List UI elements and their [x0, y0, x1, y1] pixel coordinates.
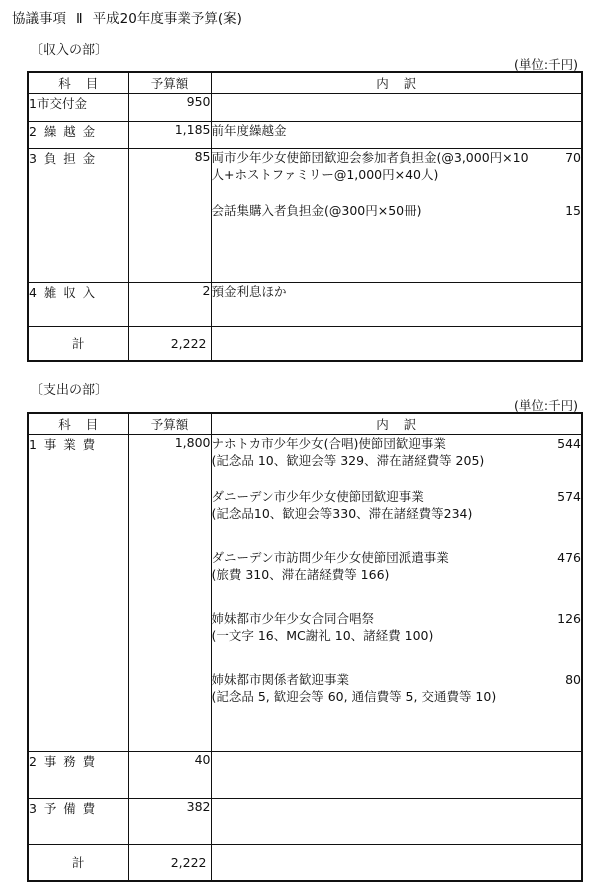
expense-detail-2 — [211, 752, 582, 799]
income-total-amount: 2,222 — [128, 327, 211, 361]
detail-name: ナホトカ市少年少女(合唱)使節団歓迎事業 — [211, 436, 446, 451]
detail-name: 姉妹都市少年少女合同合唱祭 — [211, 611, 375, 626]
detail-value: 476 — [557, 550, 581, 565]
expense-budget-1: 1,800 — [128, 435, 211, 752]
title-numeral: Ⅱ — [76, 11, 83, 27]
income-unit: (単位:千円) — [514, 57, 578, 72]
detail-value: 70 — [565, 150, 581, 165]
detail-name: ダニーデン市訪問少年少女使節団派遣事業 — [211, 550, 449, 565]
expense-header-budget: 予算額 — [128, 413, 211, 435]
income-subject-4: 4雑収入 — [28, 283, 128, 327]
expense-total-amount: 2,222 — [128, 845, 211, 881]
income-detail-1 — [211, 94, 582, 122]
income-header-subject: 科目 — [28, 72, 128, 94]
title-text: 平成20年度事業予算(案) — [92, 11, 242, 27]
income-budget-1: 950 — [128, 94, 211, 122]
expense-detail-1 — [211, 435, 582, 752]
income-detail-4 — [211, 283, 582, 327]
detail-value: 126 — [557, 611, 581, 626]
detail-sub: (旅費 310、滞在諸経費等 166) — [211, 567, 390, 582]
income-subject-2: 2繰越金 — [28, 122, 128, 149]
income-header-budget: 予算額 — [128, 72, 211, 94]
detail-value: 574 — [557, 489, 581, 504]
expense-subject-1: 1事業費 — [28, 435, 128, 752]
expense-budget-3: 382 — [128, 799, 211, 845]
income-header-row — [28, 72, 582, 94]
income-total-label: 計 — [28, 327, 128, 361]
income-budget-4: 2 — [128, 283, 211, 327]
detail-name: ダニーデン市少年少女使節団歓迎事業 — [211, 489, 424, 504]
income-budget-3: 85 — [128, 149, 211, 283]
income-header-detail: 内訳 — [211, 72, 582, 94]
detail-value: 544 — [557, 436, 581, 451]
detail-sub: (記念品 10、歓迎会等 329、滞在諸経費等 205) — [211, 453, 485, 468]
expense-subject-2: 2事務費 — [28, 752, 128, 799]
detail-sub: (記念品10、歓迎会等330、滞在諸経費等234) — [211, 506, 473, 521]
income-total-detail — [211, 327, 582, 361]
detail-name: 前年度繰越金 — [211, 123, 287, 138]
detail-name: 姉妹都市関係者歓迎事業 — [211, 672, 350, 687]
table-row — [28, 122, 582, 149]
income-subject-3: 3負担金 — [28, 149, 128, 283]
detail-name: 両市少年少女使節団歓迎会参加者負担金(@3,000円×10人+ホストファミリー@1,000円×40人) — [211, 150, 529, 182]
income-table — [27, 71, 583, 362]
table-row — [28, 435, 582, 752]
income-detail-2 — [211, 122, 582, 149]
expense-table — [27, 412, 583, 882]
table-row — [28, 799, 582, 845]
table-row — [28, 283, 582, 327]
income-heading: 〔収入の部〕 — [30, 43, 109, 58]
detail-value: 15 — [565, 203, 581, 218]
income-detail-3 — [211, 149, 582, 283]
expense-detail-3 — [211, 799, 582, 845]
table-row — [28, 752, 582, 799]
table-row — [28, 94, 582, 122]
expense-unit: (単位:千円) — [514, 398, 578, 413]
detail-sub: (一文字 16、MC謝礼 10、諸経費 100) — [211, 628, 434, 643]
expense-total-detail — [211, 845, 582, 881]
table-row — [28, 149, 582, 283]
expense-total-row — [28, 845, 582, 881]
detail-name: 預金利息ほか — [211, 284, 287, 299]
expense-subject-3: 3予備費 — [28, 799, 128, 845]
expense-header-row — [28, 413, 582, 435]
expense-header-subject: 科目 — [28, 413, 128, 435]
expense-budget-2: 40 — [128, 752, 211, 799]
detail-value: 80 — [565, 672, 581, 687]
expense-total-label: 計 — [28, 845, 128, 881]
income-subject-1: 1市交付金 — [28, 94, 128, 122]
expense-heading: 〔支出の部〕 — [30, 383, 109, 398]
title-label: 協議事項 — [12, 11, 66, 27]
detail-sub: (記念品 5, 歓迎会等 60, 通信費等 5, 交通費等 10) — [211, 689, 497, 704]
expense-header-detail: 内訳 — [211, 413, 582, 435]
page-title — [12, 7, 242, 27]
detail-name: 会話集購入者負担金(@300円×50冊) — [211, 203, 422, 218]
income-budget-2: 1,185 — [128, 122, 211, 149]
income-total-row — [28, 327, 582, 361]
